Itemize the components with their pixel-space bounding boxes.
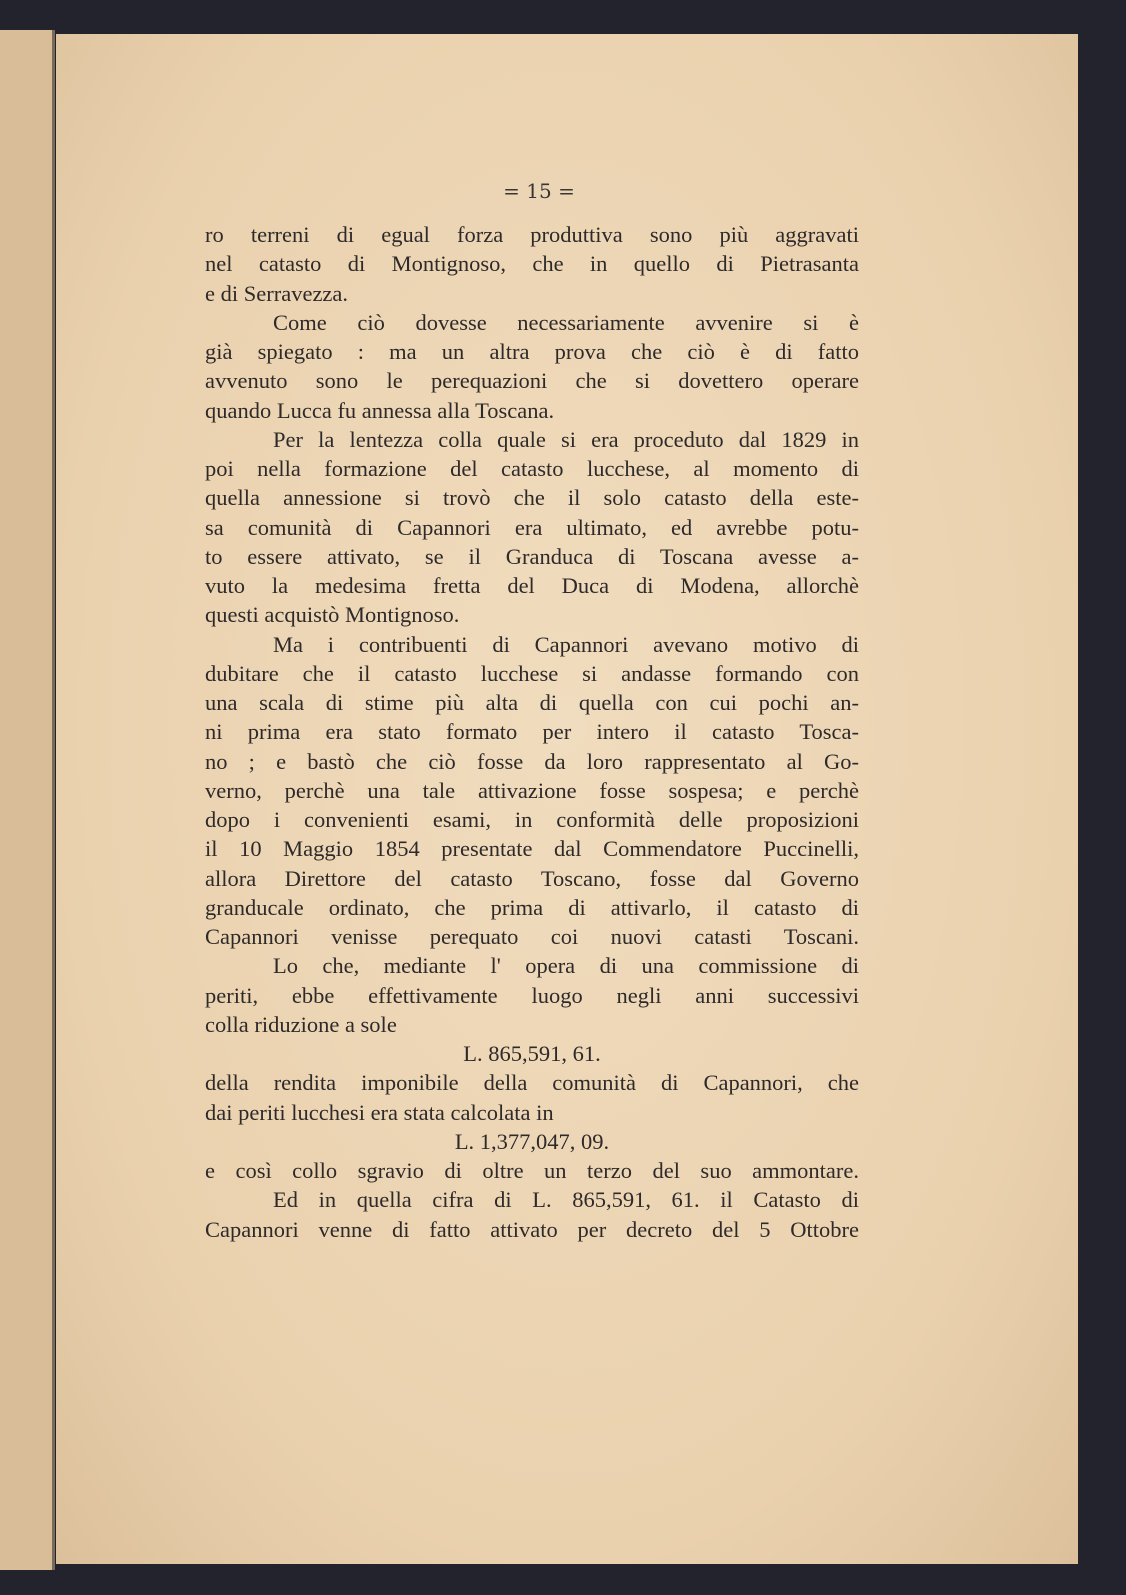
text-line: Capannori venisse perequato coi nuovi catasti Toscani.	[205, 924, 859, 949]
text-line: quando Lucca fu annessa alla Toscana.	[205, 397, 555, 423]
text-line: Ma i contribuenti di Capannori avevano motivo di	[273, 631, 859, 657]
amount-line: L. 865,591, 61.	[463, 1041, 601, 1066]
text-line: colla riduzione a sole	[205, 1011, 397, 1037]
text-line: nel catasto di Montignoso, che in quello di Pietrasanta	[205, 251, 859, 277]
text-line: della rendita imponibile della comunità di Capannori, che	[205, 1070, 859, 1096]
text-line: e così collo sgravio di oltre un terzo del suo ammontare.	[205, 1158, 859, 1183]
text-line: dopo i convenienti esami, in conformità delle proposizioni	[205, 807, 859, 832]
text-line: Come ciò dovesse necessariamente avvenire si è	[273, 309, 859, 335]
facing-page-edge	[0, 30, 55, 1570]
text-line: dai periti lucchesi era stata calcolata in	[205, 1099, 554, 1125]
text-line: vuto la medesima fretta del Duca di Modena, allorchè	[205, 573, 859, 598]
text-line: no ; e bastò che ciò fosse da loro rappresentato al Go-	[205, 748, 859, 774]
text-line: dubitare che il catasto lucchese si andasse formando con	[205, 660, 859, 686]
text-line: allora Direttore del catasto Toscano, fosse dal Governo	[205, 865, 859, 891]
text-line: ro terreni di egual forza produttiva sono più aggravati	[205, 222, 859, 247]
text-line: periti, ebbe effettivamente luogo negli anni successivi	[205, 982, 859, 1008]
text-line: poi nella formazione del catasto lucchese, al momento di	[205, 456, 859, 481]
text-line: il 10 Maggio 1854 presentate dal Commendatore Puccinelli,	[205, 836, 859, 862]
text-line: verno, perchè una tale attivazione fosse sospesa; e perchè	[205, 777, 859, 803]
text-line: avvenuto sono le perequazioni che si dovettero operare	[205, 368, 859, 394]
text-line: una scala di stime più alta di quella con cui pochi an-	[205, 690, 859, 715]
book-page	[56, 34, 1078, 1564]
text-line: sa comunità di Capannori era ultimato, ed avrebbe potu-	[205, 514, 859, 540]
text-line: Lo che, mediante l' opera di una commissione di	[273, 953, 859, 979]
amount-line: L. 1,377,047, 09.	[454, 1128, 610, 1154]
text-line: Ed in quella cifra di L. 865,591, 61. il Catasto di	[273, 1187, 859, 1213]
text-line: già spiegato : ma un altra prova che ciò è di fatto	[205, 339, 859, 364]
text-line: Capannori venne di fatto attivato per decreto del 5 Ottobre	[205, 1216, 859, 1242]
page-number: = 15 =	[503, 179, 575, 203]
text-line: e di Serravezza.	[205, 280, 349, 306]
text-line: Per la lentezza colla quale si era proceduto dal 1829 in	[273, 426, 859, 452]
text-line: ni prima era stato formato per intero il catasto Tosca-	[205, 719, 859, 745]
text-line: to essere attivato, se il Granduca di Toscana avesse a-	[205, 543, 859, 569]
text-line: granducale ordinato, che prima di attivarlo, il catasto di	[205, 894, 859, 920]
body-text	[205, 220, 859, 1244]
text-line: questi acquistò Montignoso.	[205, 602, 460, 628]
text-line: quella annessione si trovò che il solo catasto della este-	[205, 485, 859, 511]
